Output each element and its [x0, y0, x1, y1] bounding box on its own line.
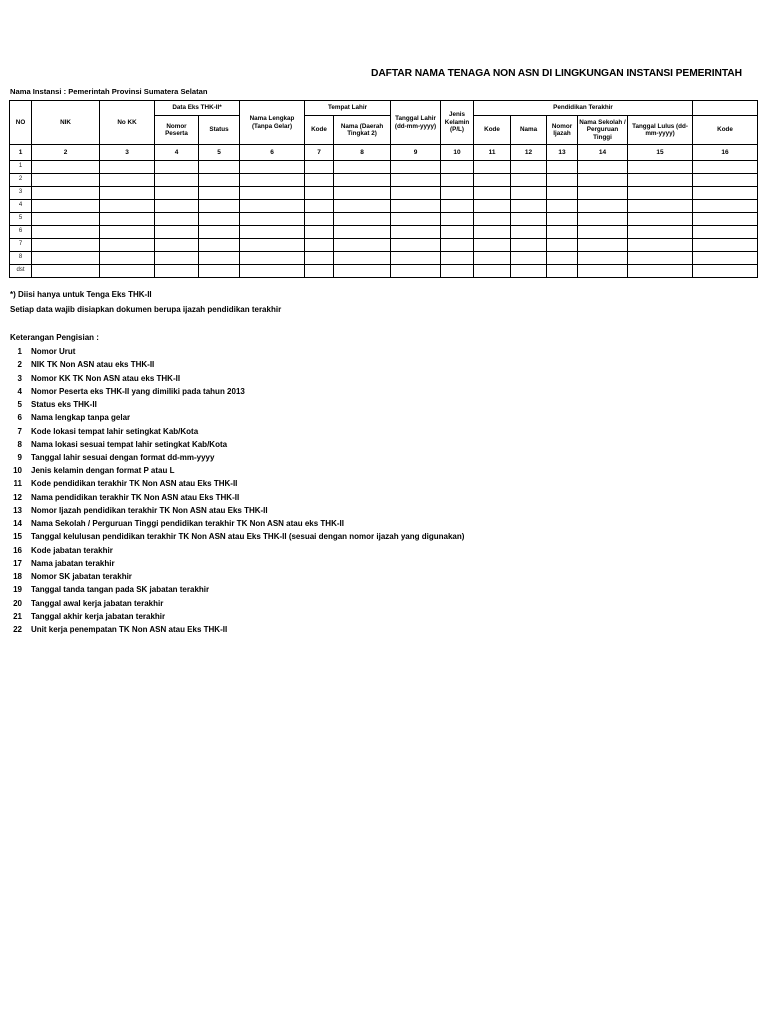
empty-cell [511, 161, 547, 174]
empty-cell [199, 213, 240, 226]
keterangan-item [10, 358, 755, 371]
empty-cell [693, 187, 758, 200]
keterangan-list [10, 345, 755, 636]
empty-cell [199, 239, 240, 252]
empty-cell [628, 161, 693, 174]
keterangan-title: Keterangan Pengisian : [10, 333, 99, 342]
empty-cell [334, 226, 391, 239]
empty-cell [155, 213, 199, 226]
empty-cell [578, 265, 628, 278]
keterangan-text: Nomor Ijazah pendidikan terakhir TK Non ASN atau Eks THK-II [31, 505, 268, 515]
keterangan-text: Nama Sekolah / Perguruan Tinggi pendidikan terakhir TK Non ASN atau eks THK-II [31, 519, 344, 529]
keterangan-text: Nama pendidikan terakhir TK Non ASN atau Eks THK-II [31, 492, 240, 502]
keterangan-item [10, 623, 755, 636]
empty-cell [240, 187, 305, 200]
empty-cell [334, 187, 391, 200]
empty-cell [32, 226, 100, 239]
keterangan-number: 19 [13, 585, 22, 595]
keterangan-text: Nomor Peserta eks THK-II yang dimiliki pada tahun 2013 [31, 386, 245, 396]
table-row [10, 187, 758, 200]
keterangan-number: 6 [17, 413, 22, 423]
keterangan-item [10, 596, 755, 609]
empty-cell [391, 187, 441, 200]
footnote-document: Setiap data wajib disiapkan dokumen berupa ijazah pendidikan terakhir [10, 305, 282, 314]
empty-cell [100, 252, 155, 265]
keterangan-text: NIK TK Non ASN atau eks THK-II [31, 360, 155, 370]
empty-cell [305, 174, 334, 187]
empty-cell [240, 239, 305, 252]
keterangan-number: 5 [17, 400, 22, 410]
col-header-tanggal-lahir: Tanggal Lahir (dd-mm-yyyy) [391, 101, 441, 145]
column-number-cell: 11 [474, 145, 511, 161]
empty-cell [628, 265, 693, 278]
empty-cell [32, 200, 100, 213]
row-number-cell: 3 [10, 187, 32, 200]
keterangan-number: 2 [17, 360, 22, 370]
keterangan-number: 13 [13, 505, 22, 515]
empty-cell [693, 265, 758, 278]
empty-cell [100, 161, 155, 174]
column-number-cell: 9 [391, 145, 441, 161]
col-header-jenis-kelamin: Jenis Kelamin (P/L) [441, 101, 474, 145]
empty-cell [441, 239, 474, 252]
row-number-cell: 4 [10, 200, 32, 213]
column-number-cell: 1 [10, 145, 32, 161]
empty-cell [391, 213, 441, 226]
col-header-kode-tempat-lahir: Kode [305, 116, 334, 145]
empty-cell [693, 239, 758, 252]
column-number-cell: 16 [693, 145, 758, 161]
empty-cell [240, 226, 305, 239]
empty-cell [334, 265, 391, 278]
empty-cell [474, 226, 511, 239]
empty-cell [441, 252, 474, 265]
empty-cell [155, 187, 199, 200]
empty-cell [693, 252, 758, 265]
group-header-data-eks-thk2: Data Eks THK-II* [155, 101, 240, 116]
empty-cell [199, 174, 240, 187]
keterangan-text: Nomor SK jabatan terakhir [31, 572, 132, 582]
keterangan-number: 16 [13, 545, 22, 555]
column-number-cell: 6 [240, 145, 305, 161]
empty-cell [334, 174, 391, 187]
col-header-no-kk: No KK [100, 101, 155, 145]
column-number-cell: 3 [100, 145, 155, 161]
keterangan-number: 18 [13, 572, 22, 582]
keterangan-number: 20 [13, 598, 22, 608]
empty-cell [334, 239, 391, 252]
empty-cell [391, 265, 441, 278]
table-row [10, 213, 758, 226]
keterangan-number: 12 [13, 492, 22, 502]
empty-cell [334, 252, 391, 265]
empty-cell [240, 252, 305, 265]
empty-cell [511, 187, 547, 200]
empty-cell [199, 226, 240, 239]
empty-cell [474, 213, 511, 226]
empty-cell [628, 239, 693, 252]
row-number-cell: 7 [10, 239, 32, 252]
keterangan-text: Kode pendidikan terakhir TK Non ASN atau Eks THK-II [31, 479, 238, 489]
empty-cell [474, 174, 511, 187]
column-number-cell: 4 [155, 145, 199, 161]
empty-cell [628, 213, 693, 226]
col-header-nama-pendidikan: Nama [511, 116, 547, 145]
footnote-asterisk: *) Diisi hanya untuk Tenga Eks THK-II [10, 290, 152, 299]
empty-cell [100, 200, 155, 213]
empty-cell [511, 265, 547, 278]
table-row [10, 174, 758, 187]
empty-cell [32, 174, 100, 187]
keterangan-item [10, 570, 755, 583]
keterangan-text: Jenis kelamin dengan format P atau L [31, 466, 175, 476]
empty-cell [32, 213, 100, 226]
empty-cell [693, 213, 758, 226]
keterangan-text: Tanggal kelulusan pendidikan terakhir TK Non ASN atau Eks THK-II (sesuai dengan nomor ijazah yang digunakan) [31, 532, 465, 542]
row-number-cell: 8 [10, 252, 32, 265]
col-header-nik: NIK [32, 101, 100, 145]
keterangan-text: Kode lokasi tempat lahir setingkat Kab/Kota [31, 426, 199, 436]
keterangan-number: 14 [13, 519, 22, 529]
keterangan-item [10, 583, 755, 596]
keterangan-number: 1 [17, 347, 22, 357]
column-number-cell: 10 [441, 145, 474, 161]
keterangan-text: Nama jabatan terakhir [31, 558, 115, 568]
keterangan-text: Tanggal akhir kerja jabatan terakhir [31, 611, 166, 621]
column-number-cell: 12 [511, 145, 547, 161]
instansi-label: Nama Instansi : Pemerintah Provinsi Sumatera Selatan [10, 87, 208, 96]
empty-cell [305, 161, 334, 174]
table-row [10, 265, 758, 278]
keterangan-item [10, 464, 755, 477]
empty-cell [628, 252, 693, 265]
empty-cell [693, 174, 758, 187]
keterangan-item [10, 517, 755, 530]
table-row [10, 200, 758, 213]
document-title: DAFTAR NAMA TENAGA NON ASN DI LINGKUNGAN INSTANSI PEMERINTAH [371, 68, 742, 79]
col-header-kode-jabatan: Kode [693, 116, 758, 145]
empty-cell [511, 252, 547, 265]
empty-cell [155, 174, 199, 187]
column-number-cell: 14 [578, 145, 628, 161]
column-number-cell: 5 [199, 145, 240, 161]
empty-cell [391, 161, 441, 174]
empty-cell [32, 252, 100, 265]
empty-cell [155, 161, 199, 174]
empty-cell [199, 161, 240, 174]
empty-cell [511, 239, 547, 252]
col-header-kode-pendidikan: Kode [474, 116, 511, 145]
keterangan-number: 4 [17, 386, 22, 396]
empty-cell [305, 265, 334, 278]
empty-cell [305, 252, 334, 265]
empty-cell [547, 187, 578, 200]
col-header-nomor-peserta: Nomor Peserta [155, 116, 199, 145]
empty-cell [547, 200, 578, 213]
keterangan-item [10, 411, 755, 424]
empty-cell [693, 200, 758, 213]
keterangan-number: 22 [13, 625, 22, 635]
empty-cell [391, 226, 441, 239]
empty-cell [32, 265, 100, 278]
empty-cell [441, 200, 474, 213]
empty-cell [547, 239, 578, 252]
empty-cell [441, 174, 474, 187]
empty-cell [578, 252, 628, 265]
empty-cell [441, 187, 474, 200]
empty-cell [305, 226, 334, 239]
keterangan-item [10, 530, 755, 543]
row-number-cell: 2 [10, 174, 32, 187]
empty-cell [578, 174, 628, 187]
column-number-row [10, 145, 758, 161]
empty-cell [100, 174, 155, 187]
empty-cell [305, 200, 334, 213]
empty-cell [474, 161, 511, 174]
empty-cell [32, 161, 100, 174]
table-row [10, 252, 758, 265]
column-number-cell: 13 [547, 145, 578, 161]
table-row [10, 239, 758, 252]
data-table [9, 100, 758, 278]
keterangan-item [10, 345, 755, 358]
empty-cell [578, 239, 628, 252]
empty-cell [628, 187, 693, 200]
empty-cell [305, 187, 334, 200]
empty-cell [511, 213, 547, 226]
empty-cell [240, 161, 305, 174]
empty-cell [240, 213, 305, 226]
empty-cell [547, 161, 578, 174]
empty-cell [155, 265, 199, 278]
empty-cell [474, 239, 511, 252]
col-header-nama-lengkap: Nama Lengkap (Tanpa Gelar) [240, 101, 305, 145]
group-header-tempat-lahir: Tempat Lahir [305, 101, 391, 116]
empty-cell [100, 265, 155, 278]
empty-cell [628, 226, 693, 239]
keterangan-item [10, 557, 755, 570]
keterangan-text: Nama lengkap tanpa gelar [31, 413, 131, 423]
header-group-row [10, 101, 758, 116]
empty-group-cell [693, 101, 758, 116]
row-number-cell: 5 [10, 213, 32, 226]
empty-cell [578, 200, 628, 213]
keterangan-item [10, 424, 755, 437]
empty-cell [100, 213, 155, 226]
empty-cell [391, 239, 441, 252]
empty-cell [547, 226, 578, 239]
empty-cell [693, 161, 758, 174]
empty-cell [547, 265, 578, 278]
table-row [10, 161, 758, 174]
empty-cell [441, 226, 474, 239]
empty-cell [240, 200, 305, 213]
notes-section [10, 290, 755, 636]
keterangan-number: 17 [13, 558, 22, 568]
keterangan-number: 3 [17, 373, 22, 383]
keterangan-item [10, 477, 755, 490]
empty-cell [155, 239, 199, 252]
keterangan-text: Tanggal tanda tangan pada SK jabatan terakhir [31, 585, 210, 595]
empty-cell [391, 174, 441, 187]
empty-cell [578, 226, 628, 239]
empty-cell [441, 265, 474, 278]
keterangan-text: Nomor KK TK Non ASN atau eks THK-II [31, 373, 181, 383]
empty-cell [547, 213, 578, 226]
empty-cell [334, 161, 391, 174]
col-header-tanggal-lulus: Tanggal Lulus (dd-mm-yyyy) [628, 116, 693, 145]
empty-cell [628, 174, 693, 187]
empty-cell [474, 252, 511, 265]
keterangan-text: Tanggal awal kerja jabatan terakhir [31, 598, 164, 608]
column-number-cell: 2 [32, 145, 100, 161]
keterangan-number: 7 [17, 426, 22, 436]
col-header-nama-sekolah: Nama Sekolah / Perguruan Tinggi [578, 116, 628, 145]
keterangan-number: 15 [13, 532, 22, 542]
row-number-cell: 1 [10, 161, 32, 174]
empty-cell [441, 213, 474, 226]
empty-cell [240, 174, 305, 187]
keterangan-number: 8 [17, 439, 22, 449]
table-row [10, 226, 758, 239]
keterangan-text: Tanggal lahir sesuai dengan format dd-mm-yyyy [31, 452, 215, 462]
empty-cell [578, 161, 628, 174]
empty-cell [100, 226, 155, 239]
column-number-cell: 15 [628, 145, 693, 161]
empty-cell [100, 239, 155, 252]
keterangan-text: Kode jabatan terakhir [31, 545, 113, 555]
empty-cell [32, 239, 100, 252]
empty-cell [305, 239, 334, 252]
empty-cell [578, 213, 628, 226]
empty-cell [334, 213, 391, 226]
empty-cell [474, 187, 511, 200]
empty-cell [199, 187, 240, 200]
empty-cell [199, 200, 240, 213]
empty-cell [628, 200, 693, 213]
keterangan-number: 10 [13, 466, 22, 476]
keterangan-item [10, 544, 755, 557]
empty-cell [305, 213, 334, 226]
keterangan-text: Nama lokasi sesuai tempat lahir setingkat Kab/Kota [31, 439, 228, 449]
keterangan-item [10, 610, 755, 623]
empty-cell [441, 161, 474, 174]
keterangan-text: Status eks THK-II [31, 400, 97, 410]
empty-cell [578, 187, 628, 200]
keterangan-item [10, 371, 755, 384]
col-header-nomor-ijazah: Nomor Ijazah [547, 116, 578, 145]
empty-cell [391, 252, 441, 265]
empty-cell [155, 252, 199, 265]
empty-cell [199, 252, 240, 265]
empty-cell [693, 226, 758, 239]
row-number-cell: 6 [10, 226, 32, 239]
col-header-nama-daerah: Nama (Daerah Tingkat 2) [334, 116, 391, 145]
empty-cell [100, 187, 155, 200]
col-header-status: Status [199, 116, 240, 145]
keterangan-item [10, 504, 755, 517]
empty-cell [155, 226, 199, 239]
empty-cell [391, 200, 441, 213]
empty-cell [474, 200, 511, 213]
keterangan-item [10, 438, 755, 451]
empty-cell [334, 200, 391, 213]
keterangan-item [10, 385, 755, 398]
keterangan-number: 11 [13, 479, 22, 489]
row-number-cell: dst [10, 265, 32, 278]
keterangan-text: Nomor Urut [31, 347, 76, 357]
keterangan-item [10, 451, 755, 464]
keterangan-number: 21 [13, 611, 22, 621]
empty-cell [511, 174, 547, 187]
empty-cell [511, 200, 547, 213]
column-number-cell: 7 [305, 145, 334, 161]
empty-cell [547, 252, 578, 265]
keterangan-number: 9 [17, 452, 22, 462]
empty-cell [547, 174, 578, 187]
empty-cell [474, 265, 511, 278]
col-header-no: NO [10, 101, 32, 145]
empty-cell [32, 187, 100, 200]
keterangan-text: Unit kerja penempatan TK Non ASN atau Eks THK-II [31, 625, 228, 635]
empty-cell [199, 265, 240, 278]
keterangan-item [10, 491, 755, 504]
column-number-cell: 8 [334, 145, 391, 161]
empty-cell [511, 226, 547, 239]
keterangan-item [10, 398, 755, 411]
empty-cell [155, 200, 199, 213]
group-header-pendidikan-terakhir: Pendidikan Terakhir [474, 101, 693, 116]
empty-cell [240, 265, 305, 278]
